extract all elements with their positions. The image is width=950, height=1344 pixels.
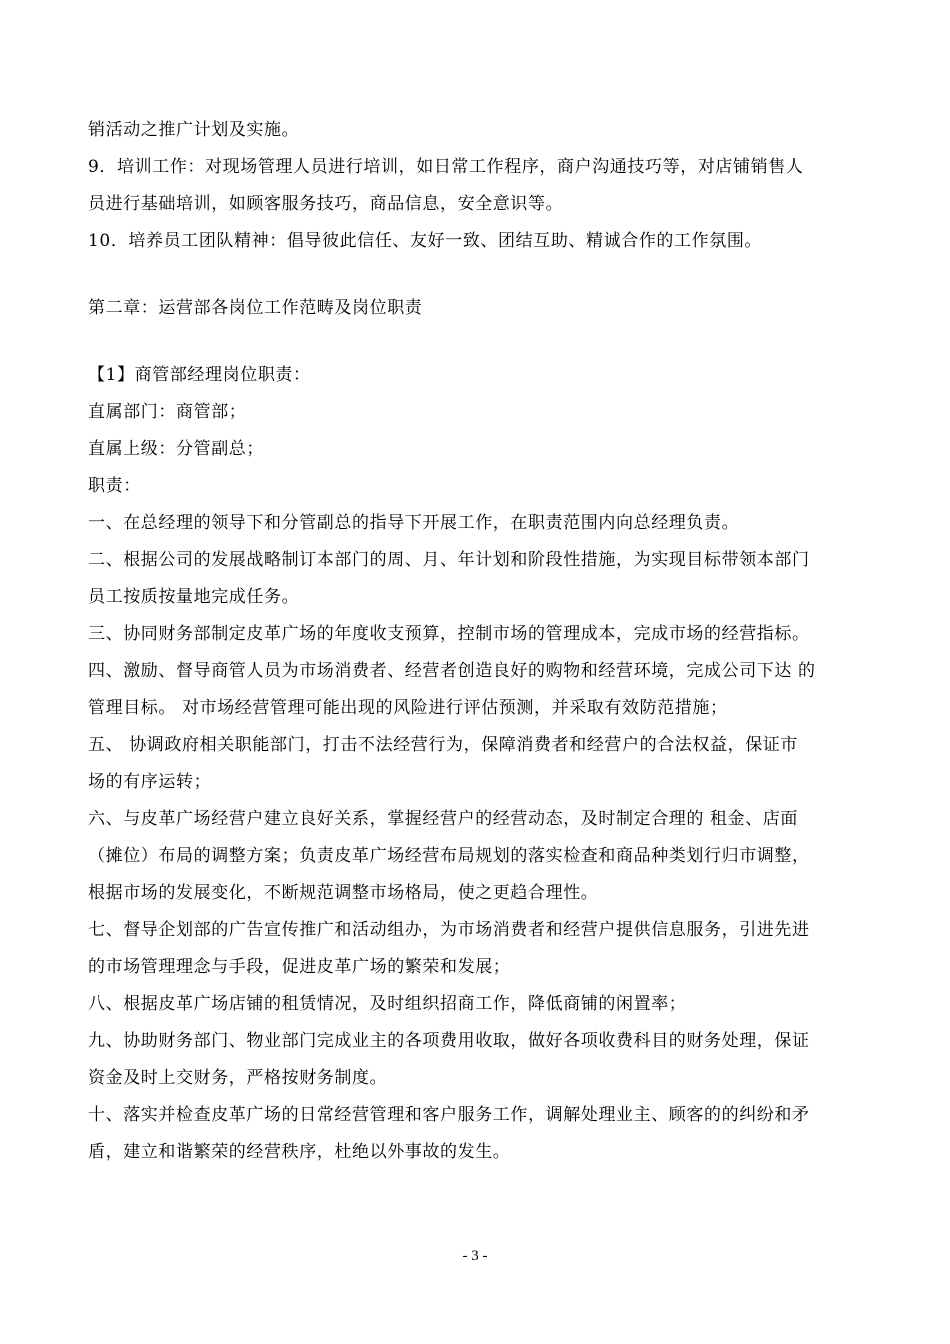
- page-number: - 3 -: [462, 1248, 488, 1264]
- duty-line: 七、督导企划部的广告宣传推广和活动组办，为市场消费者和经营户提供信息服务，引进先进: [88, 920, 810, 940]
- department-line: 直属部门：商管部；: [88, 402, 247, 422]
- duty-line: 根据市场的发展变化，不断规范调整市场格局，使之更趋合理性。: [88, 883, 599, 903]
- paragraph-line: 销活动之推广计划及实施。: [88, 120, 300, 140]
- document-body: [88, 112, 864, 1171]
- duty-line: 的市场管理理念与手段，促进皮革广场的繁荣和发展；: [88, 957, 511, 977]
- duty-line: 资金及时上交财务，严格按财务制度。: [88, 1068, 388, 1088]
- spacer: [88, 327, 864, 357]
- duty-line: 三、协同财务部制定皮革广场的年度收支预算，控制市场的管理成本，完成市场的经营指标。: [88, 624, 810, 644]
- section-title: 【1】商管部经理岗位职责：: [88, 365, 311, 385]
- paragraph-line: 10．培养员工团队精神：倡导彼此信任、友好一致、团结互助、精诚合作的工作氛围。: [88, 231, 763, 251]
- duty-line: 九、协助财务部门、物业部门完成业主的各项费用收取，做好各项收费科目的财务处理，保证: [88, 1031, 810, 1051]
- duty-line: 六、与皮革广场经营户建立良好关系，掌握经营户的经营动态，及时制定合理的 租金、店面: [88, 809, 799, 829]
- duty-line: 五、 协调政府相关职能部门，打击不法经营行为，保障消费者和经营户的合法权益，保证市: [88, 735, 799, 755]
- duty-line: （摊位）布局的调整方案；负责皮革广场经营布局规划的落实检查和商品种类划行归市调整，: [88, 846, 810, 866]
- chapter-title: 第二章：运营部各岗位工作范畴及岗位职责: [88, 298, 423, 318]
- duty-line: 八、根据皮革广场店铺的租赁情况，及时组织招商工作，降低商铺的闲置率；: [88, 994, 687, 1014]
- duties-label: 职责：: [88, 476, 141, 496]
- duty-line: 盾，建立和谐繁荣的经营秩序，杜绝以外事故的发生。: [88, 1142, 511, 1162]
- duty-line: 场的有序运转；: [88, 772, 212, 792]
- duty-line: 十、落实并检查皮革广场的日常经营管理和客户服务工作，调解处理业主、顾客的的纠纷和矛: [88, 1105, 810, 1125]
- superior-line: 直属上级：分管副总；: [88, 439, 264, 459]
- spacer: [88, 260, 864, 290]
- paragraph-line: 员进行基础培训，如顾客服务技巧，商品信息，安全意识等。: [88, 194, 564, 214]
- duty-line: 二、根据公司的发展战略制订本部门的周、月、年计划和阶段性措施，为实现目标带领本部门: [88, 550, 810, 570]
- duty-line: 员工按质按量地完成任务。: [88, 587, 300, 607]
- duty-line: 管理目标。 对市场经营管理可能出现的风险进行评估预测，并采取有效防范措施；: [88, 698, 728, 718]
- duty-line: 一、在总经理的领导下和分管副总的指导下开展工作，在职责范围内向总经理负责。: [88, 513, 740, 533]
- duty-line: 四、激励、督导商管人员为市场消费者、经营者创造良好的购物和经营环境，完成公司下达 的: [88, 661, 816, 681]
- paragraph-line: 9．培训工作：对现场管理人员进行培训，如日常工作程序，商户沟通技巧等，对店铺销售人: [88, 157, 804, 177]
